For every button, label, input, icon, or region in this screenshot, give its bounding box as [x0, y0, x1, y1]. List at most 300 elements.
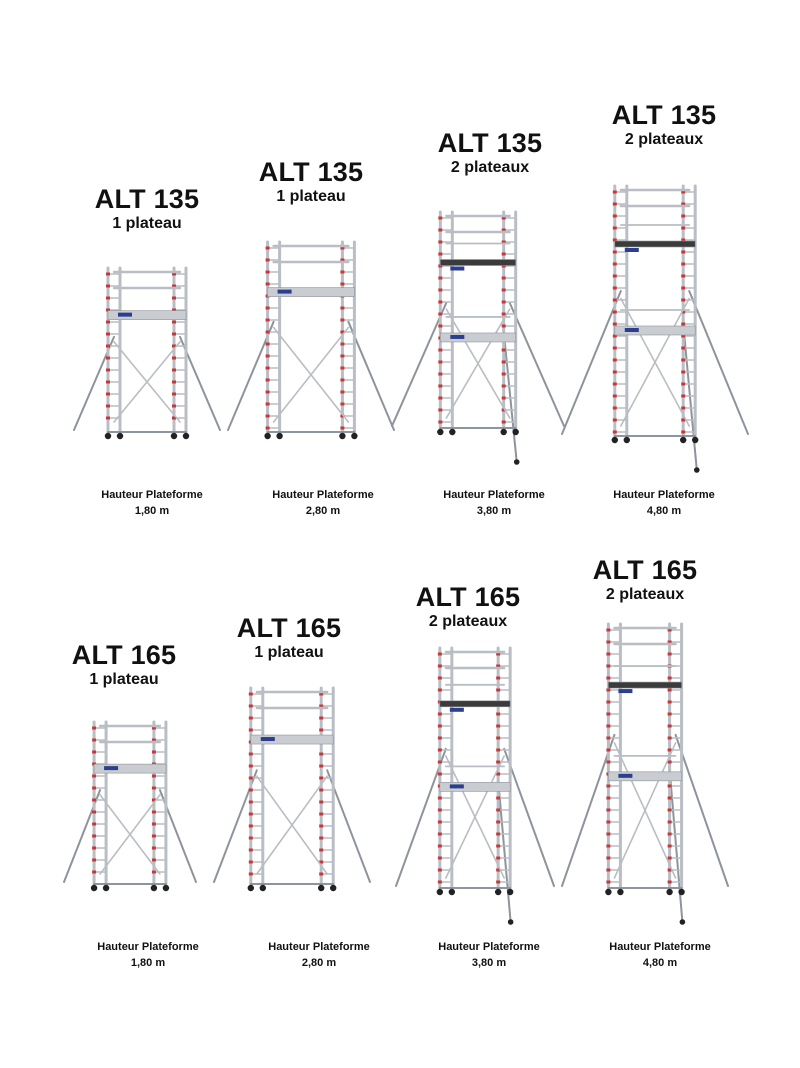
castor-wheel	[264, 433, 270, 439]
frame-clip	[606, 881, 610, 884]
castor-wheel	[666, 889, 672, 895]
frame-clip	[266, 259, 270, 262]
frame-clip	[502, 349, 506, 352]
frame-clip	[438, 665, 442, 668]
frame-clip	[438, 277, 442, 280]
frame-clip	[668, 689, 672, 692]
frame-clip	[106, 333, 110, 336]
frame-clip	[249, 753, 253, 756]
frame-clip	[106, 357, 110, 360]
frame-clip	[606, 701, 610, 704]
frame-clip	[496, 749, 500, 752]
frame-clip	[106, 321, 110, 324]
spec-label: Hauteur Plateforme	[613, 489, 715, 501]
frame-clip	[92, 799, 96, 802]
castor-wheel	[612, 437, 618, 443]
frame-clip	[496, 761, 500, 764]
frame-clip	[249, 777, 253, 780]
frame-clip	[606, 833, 610, 836]
frame-clip	[502, 289, 506, 292]
frame-clip	[92, 787, 96, 790]
frame-clip	[496, 821, 500, 824]
spec-label: Hauteur Plateforme	[101, 489, 203, 501]
frame-clip	[92, 823, 96, 826]
frame-clip	[502, 325, 506, 328]
frame-clip	[438, 361, 442, 364]
frame-clip	[613, 419, 617, 422]
spec-block	[574, 487, 754, 519]
castor-wheel	[318, 885, 324, 891]
frame-clip	[681, 215, 685, 218]
castor-wheel	[680, 437, 686, 443]
castor-wheel	[171, 433, 177, 439]
platform-height: 4,80 m	[646, 505, 682, 517]
platform-deck	[440, 701, 510, 707]
frame-clip	[92, 835, 96, 838]
scaffold-image	[560, 180, 750, 476]
frame-clip	[613, 323, 617, 326]
frame-clip	[668, 881, 672, 884]
spec-label: Hauteur Plateforme	[443, 489, 545, 501]
frame-clip	[496, 677, 500, 680]
frame-clip	[319, 777, 323, 780]
frame-clip	[668, 809, 672, 812]
frame-clip	[438, 653, 442, 656]
frame-clip	[438, 809, 442, 812]
frame-clip	[496, 845, 500, 848]
castor-wheel	[163, 885, 169, 891]
frame-clip	[438, 409, 442, 412]
frame-clip	[438, 821, 442, 824]
frame-clip	[438, 325, 442, 328]
frame-clip	[152, 835, 156, 838]
frame-clip	[319, 873, 323, 876]
frame-clip	[249, 813, 253, 816]
frame-clip	[606, 713, 610, 716]
frame-clip	[613, 431, 617, 434]
frame-clip	[249, 873, 253, 876]
stabiliser-left	[392, 303, 446, 426]
frame-clip	[668, 797, 672, 800]
frame-clip	[606, 821, 610, 824]
frame-clip	[606, 665, 610, 668]
castor-wheel	[260, 885, 266, 891]
frame-clip	[438, 881, 442, 884]
frame-clip	[606, 677, 610, 680]
frame-clip	[106, 285, 110, 288]
frame-clip	[438, 857, 442, 860]
castor-wheel	[117, 433, 123, 439]
stabiliser-right	[510, 303, 564, 426]
platform-label-icon	[450, 335, 464, 339]
frame-clip	[496, 737, 500, 740]
castor-wheel	[276, 433, 282, 439]
spec-block	[404, 487, 584, 519]
frame-clip	[106, 417, 110, 420]
frame-clip	[319, 801, 323, 804]
platform-label-icon	[261, 737, 275, 741]
frame-clip	[340, 307, 344, 310]
frame-clip	[92, 871, 96, 874]
model-name: ALT 165	[415, 582, 521, 612]
frame-clip	[606, 641, 610, 644]
plateau-count: 2 plateaux	[605, 586, 685, 603]
platform-deck	[608, 682, 681, 688]
frame-clip	[152, 811, 156, 814]
frame-clip	[668, 833, 672, 836]
frame-clip	[613, 347, 617, 350]
scaffold-image	[62, 716, 198, 894]
castor-wheel	[495, 889, 501, 895]
frame-clip	[266, 271, 270, 274]
frame-clip	[606, 809, 610, 812]
plateau-count: 2 plateaux	[450, 159, 530, 176]
castor-wheel	[624, 437, 630, 443]
frame-clip	[319, 717, 323, 720]
castor-wheel	[105, 433, 111, 439]
spec-label: Hauteur Plateforme	[268, 941, 370, 953]
frame-clip	[106, 369, 110, 372]
frame-clip	[438, 749, 442, 752]
frame-clip	[266, 283, 270, 286]
spec-block	[229, 939, 409, 971]
platform-height: 4,80 m	[642, 957, 678, 969]
castor-wheel	[103, 885, 109, 891]
frame-clip	[340, 283, 344, 286]
spec-label: Hauteur Plateforme	[97, 941, 199, 953]
castor-wheel	[151, 885, 157, 891]
frame-clip	[496, 857, 500, 860]
castor-wheel	[507, 889, 513, 895]
frame-clip	[681, 227, 685, 230]
frame-clip	[249, 765, 253, 768]
frame-clip	[152, 787, 156, 790]
frame-clip	[606, 797, 610, 800]
product-title	[400, 128, 580, 178]
stabiliser-left	[562, 291, 621, 434]
frame-clip	[106, 393, 110, 396]
frame-clip	[172, 333, 176, 336]
frame-clip	[106, 345, 110, 348]
frame-clip	[172, 381, 176, 384]
frame-clip	[681, 323, 685, 326]
frame-clip	[438, 421, 442, 424]
frame-clip	[681, 431, 685, 434]
platform-deck	[615, 241, 695, 247]
frame-clip	[319, 765, 323, 768]
frame-clip	[496, 797, 500, 800]
frame-clip	[438, 229, 442, 232]
castor-wheel	[692, 437, 698, 443]
frame-clip	[152, 823, 156, 826]
frame-clip	[152, 859, 156, 862]
frame-clip	[438, 241, 442, 244]
frame-clip	[668, 737, 672, 740]
frame-clip	[438, 725, 442, 728]
frame-clip	[92, 811, 96, 814]
model-name: ALT 135	[437, 128, 543, 158]
spec-block	[233, 487, 413, 519]
scaffold-image	[394, 642, 556, 928]
frame-clip	[340, 319, 344, 322]
frame-clip	[319, 729, 323, 732]
stabiliser-foot	[680, 919, 686, 925]
scaffold-image	[72, 262, 222, 442]
platform-deck	[440, 260, 515, 266]
model-name: ALT 165	[592, 555, 698, 585]
frame-clip	[172, 393, 176, 396]
spec-block	[58, 939, 238, 971]
frame-clip	[438, 689, 442, 692]
frame-clip	[438, 289, 442, 292]
product-title	[555, 555, 735, 605]
frame-clip	[681, 359, 685, 362]
frame-clip	[613, 263, 617, 266]
frame-clip	[668, 725, 672, 728]
frame-clip	[438, 385, 442, 388]
frame-clip	[681, 263, 685, 266]
frame-clip	[152, 847, 156, 850]
frame-clip	[266, 415, 270, 418]
spec-label: Hauteur Plateforme	[272, 489, 374, 501]
frame-clip	[438, 869, 442, 872]
model-name: ALT 135	[611, 100, 717, 130]
platform-label-icon	[118, 313, 132, 317]
frame-clip	[668, 857, 672, 860]
frame-clip	[266, 391, 270, 394]
frame-clip	[172, 297, 176, 300]
frame-clip	[668, 677, 672, 680]
plateau-count: 1 plateau	[112, 215, 182, 232]
frame-clip	[496, 725, 500, 728]
frame-clip	[438, 833, 442, 836]
frame-clip	[438, 677, 442, 680]
frame-clip	[92, 859, 96, 862]
plateau-count: 1 plateau	[276, 188, 346, 205]
frame-clip	[438, 217, 442, 220]
frame-clip	[613, 407, 617, 410]
frame-clip	[340, 379, 344, 382]
frame-clip	[502, 361, 506, 364]
model-name: ALT 165	[236, 613, 342, 643]
frame-clip	[496, 713, 500, 716]
frame-clip	[606, 857, 610, 860]
frame-clip	[266, 403, 270, 406]
spec-block	[570, 939, 750, 971]
frame-clip	[613, 371, 617, 374]
frame-clip	[106, 381, 110, 384]
frame-clip	[606, 761, 610, 764]
frame-clip	[266, 247, 270, 250]
frame-clip	[606, 869, 610, 872]
frame-clip	[438, 845, 442, 848]
frame-clip	[668, 785, 672, 788]
model-name: ALT 165	[71, 640, 177, 670]
castor-wheel	[248, 885, 254, 891]
frame-clip	[502, 397, 506, 400]
frame-clip	[319, 813, 323, 816]
frame-clip	[496, 833, 500, 836]
frame-clip	[266, 319, 270, 322]
frame-clip	[613, 299, 617, 302]
frame-clip	[319, 825, 323, 828]
frame-clip	[681, 251, 685, 254]
scaffold-image	[390, 206, 566, 468]
frame-clip	[613, 383, 617, 386]
frame-clip	[681, 275, 685, 278]
frame-clip	[92, 751, 96, 754]
castor-wheel	[500, 429, 506, 435]
platform-height: 1,80 m	[130, 957, 166, 969]
frame-clip	[438, 761, 442, 764]
model-name: ALT 135	[94, 184, 200, 214]
frame-clip	[613, 275, 617, 278]
platform-height: 2,80 m	[305, 505, 341, 517]
frame-clip	[92, 727, 96, 730]
frame-clip	[613, 203, 617, 206]
frame-clip	[438, 301, 442, 304]
frame-clip	[319, 753, 323, 756]
frame-clip	[340, 403, 344, 406]
model-name: ALT 135	[258, 157, 364, 187]
frame-clip	[502, 313, 506, 316]
castor-wheel	[605, 889, 611, 895]
frame-clip	[266, 367, 270, 370]
frame-clip	[613, 215, 617, 218]
frame-clip	[606, 737, 610, 740]
stabiliser-right	[689, 291, 748, 434]
platform-height: 2,80 m	[301, 957, 337, 969]
frame-clip	[340, 427, 344, 430]
frame-clip	[266, 427, 270, 430]
frame-clip	[438, 253, 442, 256]
product-title	[34, 640, 214, 690]
frame-clip	[266, 331, 270, 334]
spec-block	[62, 487, 242, 519]
castor-wheel	[183, 433, 189, 439]
frame-clip	[152, 751, 156, 754]
platform-label-icon	[450, 708, 464, 712]
stabiliser-right	[676, 735, 728, 886]
platform-label-icon	[104, 766, 118, 770]
frame-clip	[613, 395, 617, 398]
frame-clip	[340, 343, 344, 346]
frame-clip	[249, 825, 253, 828]
platform-label-icon	[618, 774, 632, 778]
frame-clip	[496, 689, 500, 692]
spec-label: Hauteur Plateforme	[609, 941, 711, 953]
platform-height: 1,80 m	[134, 505, 170, 517]
castor-wheel	[339, 433, 345, 439]
frame-clip	[319, 789, 323, 792]
frame-clip	[106, 273, 110, 276]
castor-wheel	[678, 889, 684, 895]
frame-clip	[496, 881, 500, 884]
stabiliser-foot	[514, 459, 520, 465]
platform-label-icon	[625, 328, 639, 332]
frame-clip	[606, 749, 610, 752]
product-title	[574, 100, 754, 150]
frame-clip	[172, 369, 176, 372]
stabiliser-foot	[508, 919, 514, 925]
scaffold-image	[560, 618, 730, 928]
frame-clip	[606, 785, 610, 788]
frame-clip	[340, 391, 344, 394]
product-title	[221, 157, 401, 207]
frame-clip	[606, 845, 610, 848]
frame-clip	[438, 373, 442, 376]
spec-label: Hauteur Plateforme	[438, 941, 540, 953]
frame-clip	[249, 717, 253, 720]
frame-clip	[668, 821, 672, 824]
frame-clip	[319, 837, 323, 840]
platform-label-icon	[625, 248, 639, 252]
frame-clip	[340, 367, 344, 370]
castor-wheel	[330, 885, 336, 891]
frame-clip	[266, 379, 270, 382]
frame-clip	[249, 729, 253, 732]
frame-clip	[249, 693, 253, 696]
frame-clip	[681, 347, 685, 350]
plateau-count: 1 plateau	[89, 671, 159, 688]
frame-clip	[613, 227, 617, 230]
castor-wheel	[351, 433, 357, 439]
frame-clip	[502, 385, 506, 388]
frame-clip	[266, 355, 270, 358]
frame-clip	[668, 701, 672, 704]
frame-clip	[502, 373, 506, 376]
frame-clip	[172, 321, 176, 324]
platform-height: 3,80 m	[476, 505, 512, 517]
spec-block	[399, 939, 579, 971]
frame-clip	[438, 349, 442, 352]
product-title	[57, 184, 237, 234]
frame-clip	[606, 689, 610, 692]
frame-clip	[266, 307, 270, 310]
platform-label-icon	[618, 689, 632, 693]
frame-clip	[152, 871, 156, 874]
frame-clip	[613, 287, 617, 290]
frame-clip	[502, 253, 506, 256]
castor-wheel	[512, 429, 518, 435]
frame-clip	[681, 371, 685, 374]
frame-clip	[502, 277, 506, 280]
plateau-count: 2 plateaux	[624, 131, 704, 148]
castor-wheel	[437, 429, 443, 435]
frame-clip	[502, 421, 506, 424]
frame-clip	[438, 397, 442, 400]
product-title	[378, 582, 558, 632]
frame-clip	[613, 311, 617, 314]
frame-clip	[681, 395, 685, 398]
castor-wheel	[437, 889, 443, 895]
frame-clip	[606, 653, 610, 656]
frame-clip	[681, 383, 685, 386]
product-title	[199, 613, 379, 663]
frame-clip	[249, 789, 253, 792]
frame-clip	[668, 845, 672, 848]
frame-clip	[606, 725, 610, 728]
frame-clip	[172, 357, 176, 360]
frame-clip	[681, 407, 685, 410]
frame-clip	[613, 191, 617, 194]
frame-clip	[681, 299, 685, 302]
frame-clip	[438, 313, 442, 316]
frame-clip	[496, 809, 500, 812]
platform-label-icon	[450, 784, 464, 788]
plateau-count: 2 plateaux	[428, 613, 508, 630]
castor-wheel	[617, 889, 623, 895]
